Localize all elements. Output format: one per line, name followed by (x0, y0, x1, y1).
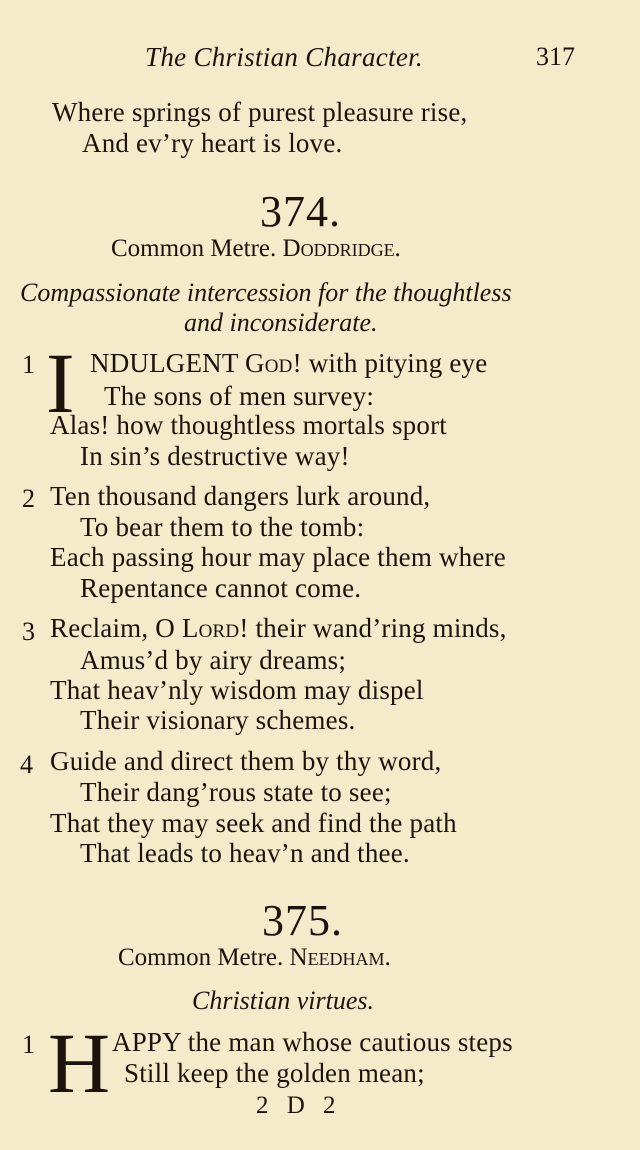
carryover-line-1: Where springs of purest pleasure rise, (52, 97, 468, 127)
verse-line: Repentance cannot come. (80, 573, 362, 603)
carryover-line-2: And ev’ry heart is love. (82, 128, 343, 158)
verse-line: That they may seek and find the path (50, 808, 457, 838)
verse-line: Guide and direct them by thy word, (50, 746, 442, 776)
hymn-374-meter-line (111, 235, 401, 263)
verse-line: Amus’d by airy dreams; (80, 645, 347, 675)
verse-number: 1 (22, 350, 35, 379)
hymn-375-meter-line (118, 944, 391, 972)
verse-line: That leads to heav’n and thee. (80, 838, 410, 868)
hymn-375-subject: Christian virtues. (192, 986, 375, 1015)
verse-line: Alas! how thoughtless mortals sport (50, 410, 447, 440)
verse-line: Ten thousand dangers lurk around, (50, 481, 431, 511)
hymn-375-author: Needham. (289, 944, 391, 971)
hymn-374-meter: Common Metre. (111, 235, 277, 262)
hymn-374-author: Doddridge. (282, 235, 401, 262)
running-title: The Christian Character. (145, 42, 423, 72)
signature-mark: 2 D 2 (256, 1092, 342, 1119)
hymn-374-subject-2: and inconsiderate. (184, 308, 378, 337)
verse-line: In sin’s destructive way! (80, 441, 350, 471)
hymn-375-meter: Common Metre. (118, 944, 284, 971)
drop-cap: I (46, 335, 75, 431)
verse-line: Their dang’rous state to see; (80, 777, 392, 807)
verse-number: 3 (22, 617, 35, 646)
verse-line: NDULGENT God! with pitying eye (90, 348, 488, 378)
verse-number: 1 (22, 1030, 35, 1059)
verse-line: Their visionary schemes. (80, 705, 356, 735)
hymn-number-375: 375. (262, 896, 343, 945)
verse-line: Each passing hour may place them where (50, 542, 506, 572)
verse-line: To bear them to the tomb: (80, 512, 365, 542)
verse-line: Still keep the golden mean; (124, 1058, 425, 1088)
drop-cap: H (48, 1015, 111, 1111)
page-number: 317 (536, 42, 575, 71)
verse-line: The sons of men survey: (104, 381, 375, 411)
hymn-number-374: 374. (260, 187, 341, 236)
hymn-374-subject-1: Compassionate intercession for the thoughtless (20, 278, 512, 307)
verse-number: 2 (22, 484, 35, 513)
verse-line: That heav’nly wisdom may dispel (50, 675, 424, 705)
verse-line: Reclaim, O Lord! their wand’ring minds, (50, 613, 507, 643)
verse-line: APPY the man whose cautious steps (112, 1027, 513, 1057)
verse-number: 4 (20, 750, 33, 779)
